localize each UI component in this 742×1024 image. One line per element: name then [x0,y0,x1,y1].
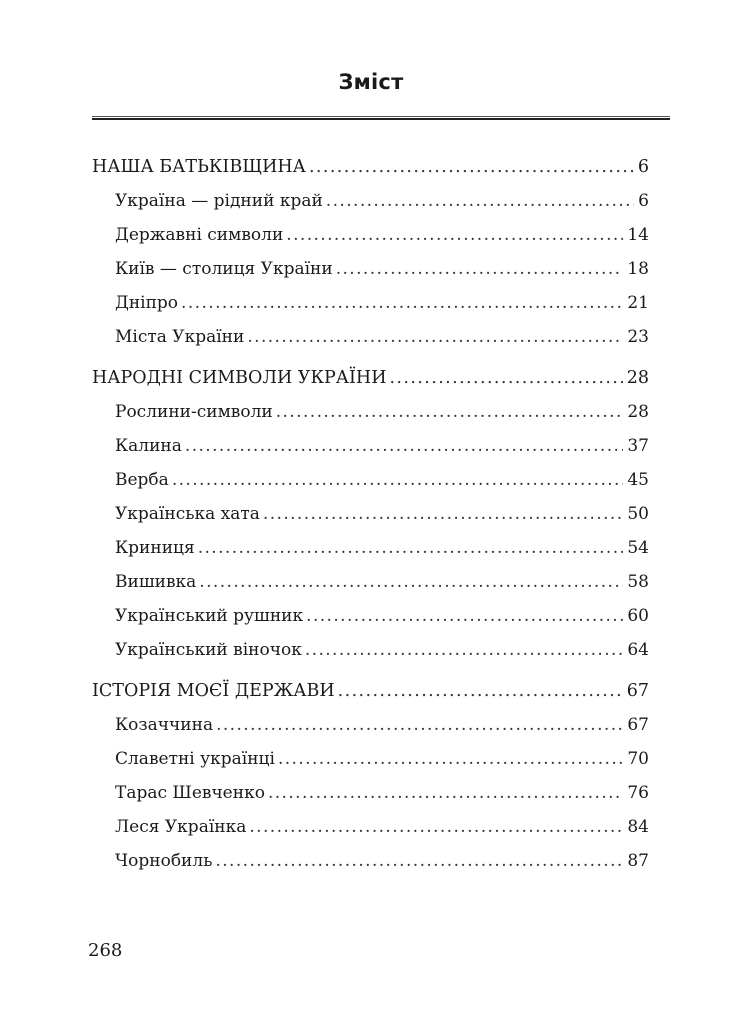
toc-leader-dots [326,184,634,218]
toc-item-label: Український віночок [115,640,302,660]
toc-item[interactable] [92,633,649,667]
toc-item-label: Верба [115,470,169,490]
toc-leader-dots [306,599,623,633]
toc-item-label: Рослини-символи [115,402,273,422]
toc-page-number: 23 [627,327,649,347]
title-divider [92,116,670,120]
toc-page-number: 84 [627,817,649,837]
toc-item[interactable] [92,218,649,252]
toc-page-number: 54 [627,538,649,558]
toc-leader-dots [305,633,624,667]
toc-item-label: Леся Українка [115,817,247,837]
toc-page-number: 28 [626,368,649,388]
toc-page-number: 67 [627,715,649,735]
toc-item[interactable] [92,708,649,742]
toc-page-number: 70 [627,749,649,769]
toc-item[interactable] [92,742,649,776]
toc-item[interactable] [92,184,649,218]
toc-item-label: Український рушник [115,606,304,626]
toc-leader-dots [286,218,623,252]
toc-section-nasha-batkivshchyna[interactable] [92,150,649,184]
toc-item-label: Київ — столиця України [115,259,333,279]
toc-page-number: 45 [627,470,649,490]
toc-item[interactable] [92,531,649,565]
toc-leader-dots [278,742,623,776]
toc-page-number: 21 [627,293,649,313]
toc-page-number: 18 [627,259,649,279]
toc-section-label: НАША БАТЬКІВЩИНА [92,157,306,177]
toc-item[interactable] [92,810,649,844]
toc-page-number: 58 [627,572,649,592]
toc-item[interactable] [92,776,649,810]
toc-item[interactable] [92,429,649,463]
toc-item[interactable] [92,252,649,286]
toc-item-label: Чорнобиль [115,851,213,871]
toc-item-label: Вишивка [115,572,197,592]
toc-item-label: Українська хата [115,504,260,524]
toc-section-label: НАРОДНІ СИМВОЛИ УКРАЇНИ [92,368,387,388]
toc-item[interactable] [92,320,649,354]
toc-page-number: 67 [626,681,649,701]
toc-leader-dots [247,320,623,354]
toc-leader-dots [185,429,623,463]
toc-item-label: Україна — рідний край [115,191,323,211]
toc-page-number: 14 [627,225,649,245]
toc-item[interactable] [92,463,649,497]
toc-leader-dots [336,252,624,286]
toc-item-label: Тарас Шевченко [115,783,265,803]
toc-leader-dots [199,565,623,599]
toc-leader-dots [338,674,623,708]
footer-page-number: 268 [88,940,123,961]
toc-section-istoriia-derzhavy[interactable] [92,674,649,708]
toc-leader-dots [309,150,634,184]
toc-leader-dots [172,463,624,497]
toc-item-label: Козаччина [115,715,214,735]
toc-page-number: 50 [627,504,649,524]
toc-item[interactable] [92,286,649,320]
page-title: Зміст [338,70,404,94]
toc-item-label: Дніпро [115,293,179,313]
toc-item[interactable] [92,844,649,878]
toc-leader-dots [263,497,623,531]
toc-leader-dots [268,776,623,810]
toc-item[interactable] [92,497,649,531]
toc-item-label: Міста України [115,327,245,347]
toc-item[interactable] [92,395,649,429]
toc-item[interactable] [92,599,649,633]
toc-section-label: ІСТОРІЯ МОЄЇ ДЕРЖАВИ [92,681,335,701]
toc-leader-dots [216,708,623,742]
toc-page-number: 28 [627,402,649,422]
toc-leader-dots [389,361,622,395]
toc-page-number: 37 [627,436,649,456]
toc-page-number: 6 [638,191,649,211]
toc-leader-dots [276,395,624,429]
toc-page-number: 87 [627,851,649,871]
toc-item-label: Державні символи [115,225,284,245]
toc-leader-dots [198,531,624,565]
toc-leader-dots [181,286,623,320]
toc-item[interactable] [92,565,649,599]
toc-page-number: 6 [637,157,649,177]
toc-page-number: 76 [627,783,649,803]
toc-item-label: Славетні українці [115,749,275,769]
toc-leader-dots [215,844,623,878]
toc-leader-dots [249,810,623,844]
table-of-contents [92,150,649,878]
toc-page-number: 64 [627,640,649,660]
toc-item-label: Калина [115,436,182,456]
toc-item-label: Криниця [115,538,195,558]
toc-section-narodni-symvoly[interactable] [92,361,649,395]
toc-page-number: 60 [627,606,649,626]
